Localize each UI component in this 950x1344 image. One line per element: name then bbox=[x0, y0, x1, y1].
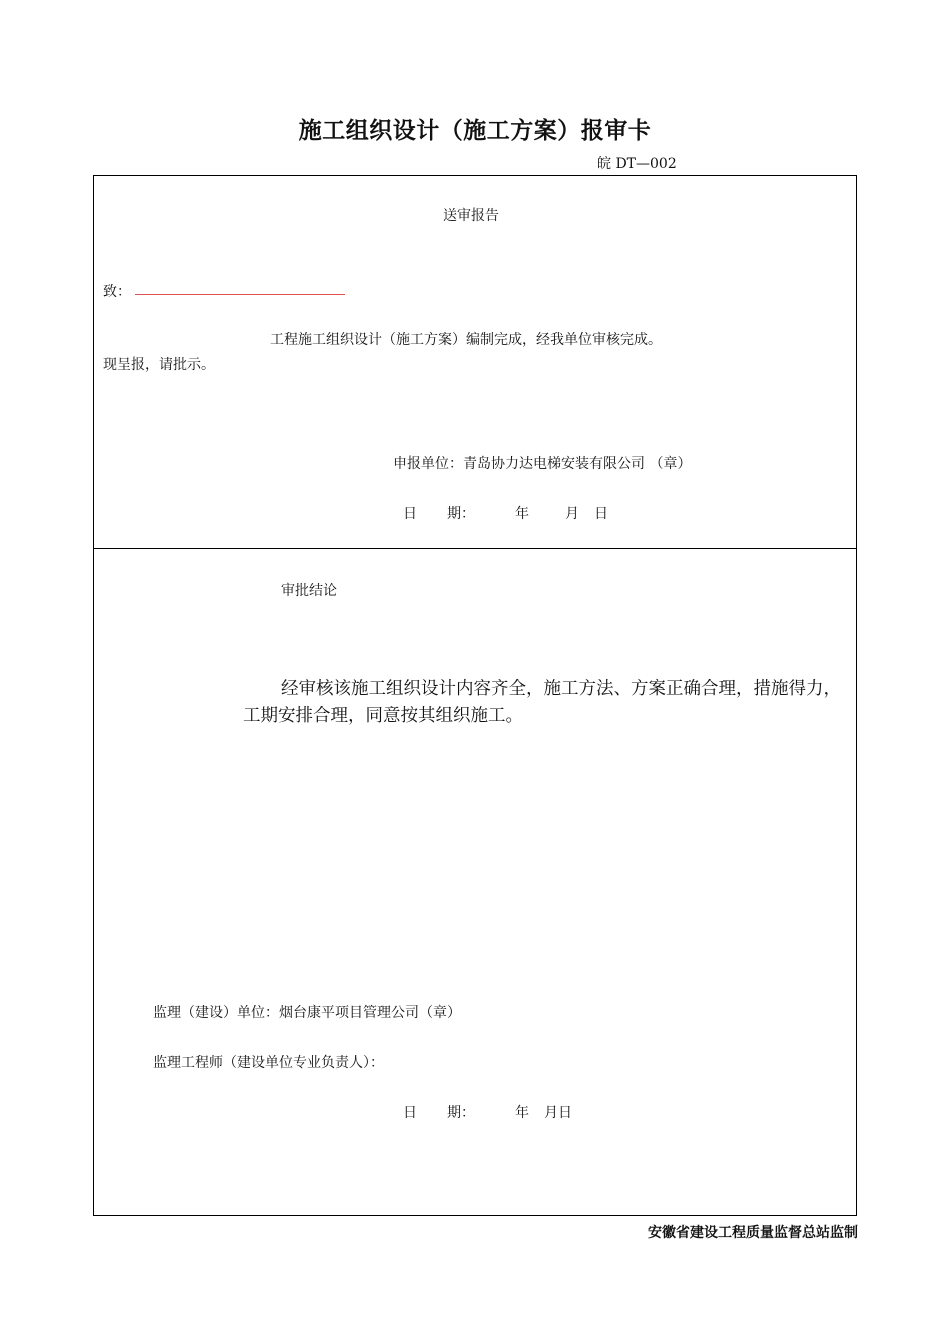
date-month-day: 月日 bbox=[544, 1105, 572, 1121]
date-day: 日 bbox=[594, 506, 608, 522]
report-heading: 送审报告 bbox=[443, 208, 499, 224]
date-year: 年 bbox=[515, 506, 529, 522]
report-body-line2: 现呈报，请批示。 bbox=[103, 357, 215, 373]
approval-conclusion: 经审核该施工组织设计内容齐全，施工方法、方案正确合理，措施得力，工期安排合理，同意按其组织施工。 bbox=[243, 679, 841, 726]
approval-date bbox=[403, 1102, 572, 1122]
issuer-footer: 安徽省建设工程质量监督总站监制 bbox=[648, 1225, 858, 1241]
recipient-line bbox=[135, 294, 345, 295]
supervisor-unit: 监理（建设）单位：烟台康平项目管理公司（章） bbox=[153, 1005, 461, 1021]
applicant-unit: 申报单位：青岛协力达电梯安装有限公司 （章） bbox=[393, 456, 692, 472]
date-label-period: 期： bbox=[447, 1105, 475, 1121]
report-date bbox=[403, 503, 608, 523]
report-body-line1: 工程施工组织设计（施工方案）编制完成，经我单位审核完成。 bbox=[270, 332, 662, 348]
date-label-period: 期： bbox=[447, 506, 475, 522]
section-divider bbox=[93, 548, 857, 549]
date-label-day-char: 日 bbox=[403, 1105, 417, 1121]
date-month: 月 bbox=[565, 506, 579, 522]
to-label: 致： bbox=[103, 284, 131, 300]
form-title: 施工组织设计（施工方案）报审卡 bbox=[298, 117, 652, 144]
date-label-day-char: 日 bbox=[403, 506, 417, 522]
approval-heading: 审批结论 bbox=[281, 583, 337, 599]
supervising-engineer: 监理工程师（建设单位专业负责人）： bbox=[153, 1055, 384, 1071]
form-code: 皖 DT—002 bbox=[597, 156, 677, 172]
date-year: 年 bbox=[515, 1105, 529, 1121]
